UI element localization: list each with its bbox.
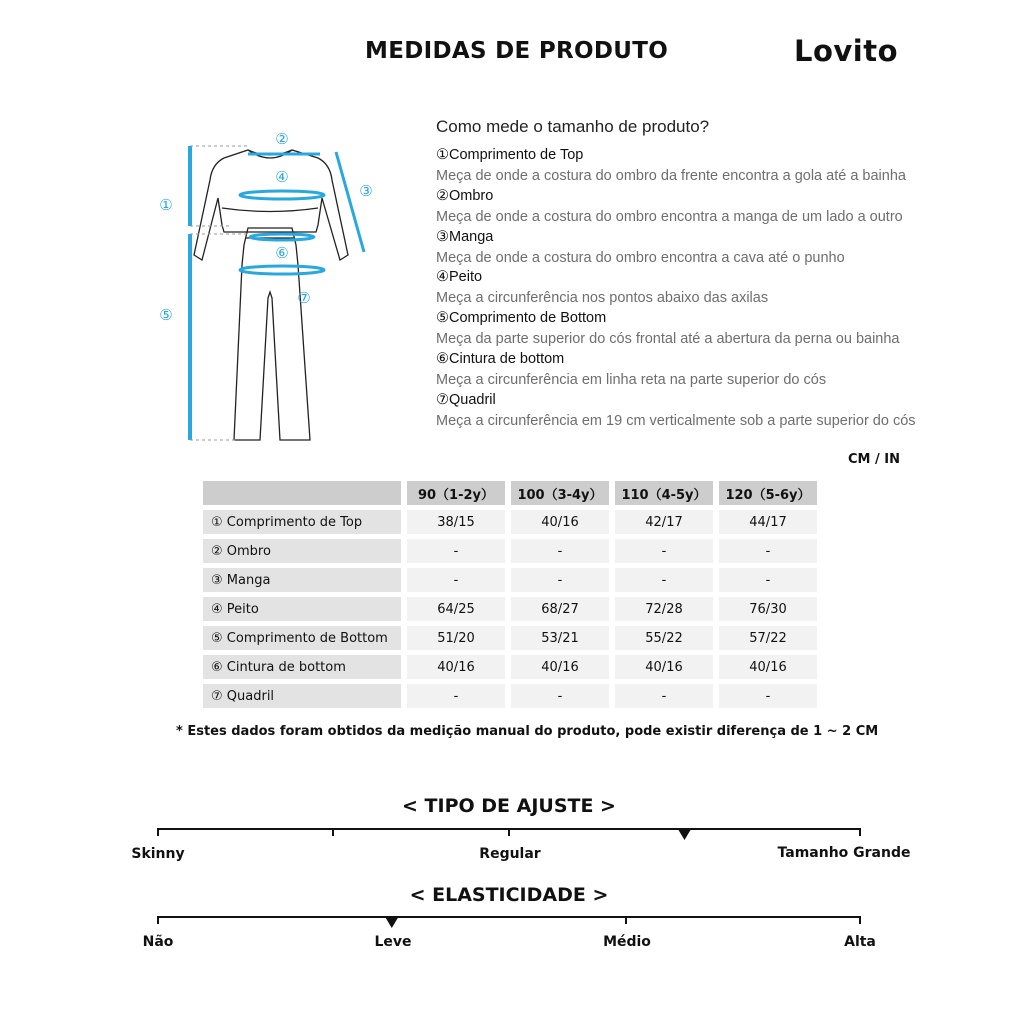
row-label: ⑦ Quadril [203, 684, 401, 708]
table-cell: - [719, 539, 817, 563]
table-cell: 53/21 [511, 626, 609, 650]
row-label: ⑥ Cintura de bottom [203, 655, 401, 679]
guide-item-desc: Meça de onde a costura do ombro encontra a manga de um lado a outro [436, 209, 903, 225]
size-header: 90（1-2y） [407, 481, 505, 505]
table-cell: 40/16 [511, 510, 609, 534]
guide-item-top-length [436, 146, 906, 186]
guide-item-title: ①Comprimento de Top [436, 147, 584, 163]
table-cell: 72/28 [615, 597, 713, 621]
guide-item-desc: Meça a circunferência em linha reta na parte superior do cós [436, 372, 827, 388]
guide-item-title: ⑥Cintura de bottom [436, 351, 565, 367]
size-table [203, 476, 817, 713]
table-cell: - [407, 568, 505, 592]
table-cell: - [511, 684, 609, 708]
brand-logo: Lovito [794, 34, 899, 68]
guide-heading: Como mede o tamanho de produto? [436, 117, 710, 136]
guide-item-shoulder [436, 187, 903, 227]
guide-item-desc: Meça de onde a costura do ombro da frente encontra a gola até a bainha [436, 168, 906, 184]
marker-7: ⑦ [297, 289, 311, 307]
unit-label: CM / IN [848, 452, 900, 467]
marker-5: ⑤ [159, 306, 173, 324]
table-cell: 55/22 [615, 626, 713, 650]
row-label: ① Comprimento de Top [203, 510, 401, 534]
marker-2: ② [275, 130, 289, 148]
marker-4: ④ [275, 168, 289, 186]
elasticity-label-high: Alta [844, 934, 876, 950]
page-title: MEDIDAS DE PRODUTO [365, 38, 669, 64]
table-cell: - [719, 568, 817, 592]
garment-diagram [150, 120, 390, 450]
guide-item-title: ⑦Quadril [436, 392, 496, 408]
elasticity-scale [150, 910, 870, 932]
table-row [203, 510, 817, 534]
elasticity-title: < ELASTICIDADE > [409, 884, 609, 906]
elasticity-label-medium: Médio [603, 934, 651, 950]
marker-3: ③ [359, 182, 373, 200]
table-cell: 38/15 [407, 510, 505, 534]
table-corner [203, 481, 401, 505]
guide-item-desc: Meça a circunferência em 19 cm verticalmente sob a parte superior do cós [436, 413, 916, 429]
row-label: ③ Manga [203, 568, 401, 592]
table-header-row [203, 481, 817, 505]
table-cell: 40/16 [407, 655, 505, 679]
size-header: 120（5-6y） [719, 481, 817, 505]
fit-level-marker [679, 830, 691, 840]
guide-item-title: ②Ombro [436, 188, 494, 204]
table-cell: 40/16 [511, 655, 609, 679]
table-cell: - [615, 684, 713, 708]
table-cell: - [407, 684, 505, 708]
table-row [203, 684, 817, 708]
row-label: ④ Peito [203, 597, 401, 621]
fit-title: < TIPO DE AJUSTE > [402, 795, 616, 817]
table-cell: - [407, 539, 505, 563]
guide-item-chest [436, 268, 768, 308]
table-cell: - [511, 568, 609, 592]
table-row [203, 568, 817, 592]
table-cell: - [615, 539, 713, 563]
guide-item-sleeve [436, 228, 845, 268]
table-cell: - [615, 568, 713, 592]
marker-1: ① [159, 196, 173, 214]
guide-item-hip [436, 391, 916, 431]
table-cell: 51/20 [407, 626, 505, 650]
marker-6: ⑥ [275, 244, 289, 262]
fit-label-regular: Regular [479, 846, 541, 862]
table-cell: - [719, 684, 817, 708]
row-label: ② Ombro [203, 539, 401, 563]
row-label: ⑤ Comprimento de Bottom [203, 626, 401, 650]
table-cell: 40/16 [615, 655, 713, 679]
guide-item-title: ⑤Comprimento de Bottom [436, 310, 607, 326]
fit-label-oversize: Tamanho Grande [777, 845, 911, 861]
measurement-note: * Estes dados foram obtidos da medição manual do produto, pode existir diferença de 1 ~ 2 CM [176, 724, 879, 739]
table-cell: 76/30 [719, 597, 817, 621]
table-cell: 40/16 [719, 655, 817, 679]
table-row [203, 655, 817, 679]
guide-item-desc: Meça da parte superior do cós frontal até a abertura da perna ou bainha [436, 331, 900, 347]
guide-item-title: ④Peito [436, 269, 483, 285]
table-cell: 64/25 [407, 597, 505, 621]
table-cell: 44/17 [719, 510, 817, 534]
elasticity-label-light: Leve [374, 934, 412, 950]
table-cell: - [511, 539, 609, 563]
guide-item-desc: Meça de onde a costura do ombro encontra a cava até o punho [436, 250, 845, 266]
table-cell: 57/22 [719, 626, 817, 650]
elasticity-label-none: Não [142, 934, 174, 950]
table-cell: 68/27 [511, 597, 609, 621]
guide-item-title: ③Manga [436, 229, 494, 245]
fit-label-skinny: Skinny [131, 846, 185, 862]
guide-item-desc: Meça a circunferência nos pontos abaixo das axilas [436, 290, 769, 306]
table-row [203, 626, 817, 650]
table-row [203, 597, 817, 621]
elasticity-level-marker [386, 918, 398, 928]
table-row [203, 539, 817, 563]
fit-scale [150, 822, 870, 844]
garment-outline [194, 150, 348, 440]
guide-item-waist [436, 350, 826, 390]
guide-item-bottom-length [436, 309, 900, 349]
size-header: 110（4-5y） [615, 481, 713, 505]
table-cell: 42/17 [615, 510, 713, 534]
size-header: 100（3-4y） [511, 481, 609, 505]
